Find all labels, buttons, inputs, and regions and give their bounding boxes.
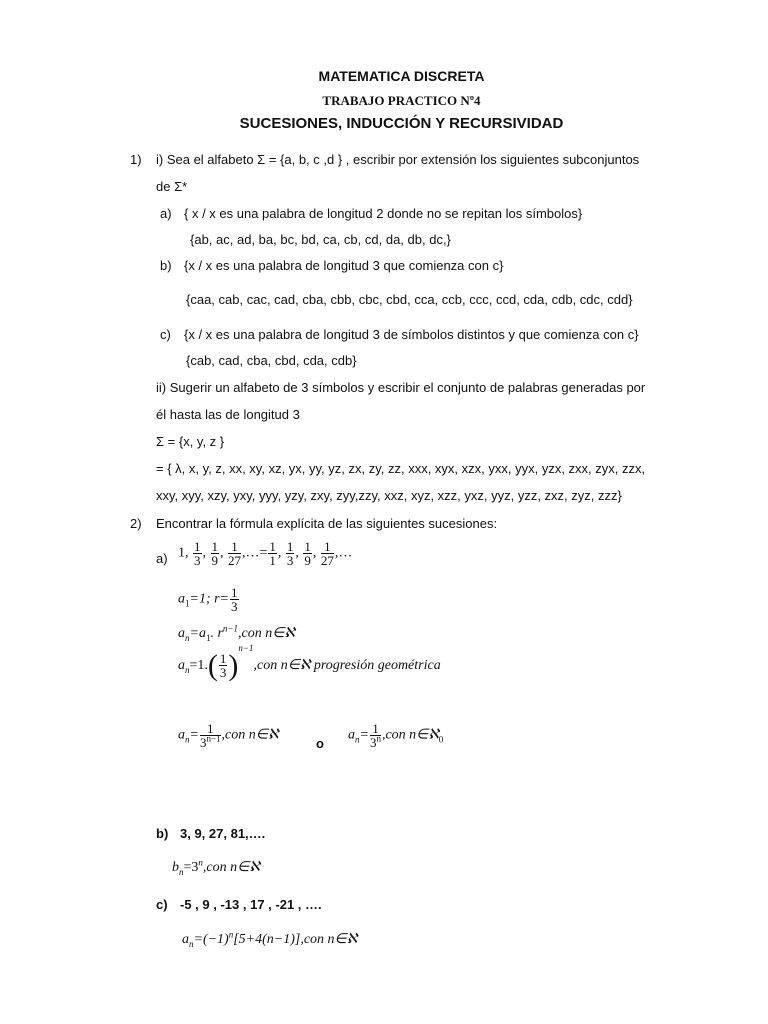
q2-a-general-formula: $a_n=a_1$. $r^{n-1},con$ n∈ℵ <box>178 623 295 643</box>
q1-set-line1: = { λ, x, y, z, xx, xy, xz, yx, yy, yz, zx, zy, zz, xxx, xyx, xzx, yxx, yyx, yzx, zxx, zyx, zzx, <box>156 461 646 476</box>
q1-i-line1: i) Sea el alfabeto Σ = {a, b, c ,d } , escribir por extensión los siguientes subconjuntos <box>156 152 640 167</box>
q1-b-text: {x / x es una palabra de longitud 3 que comienza con c} <box>184 258 504 273</box>
q1-set-line2: xxy, xyy, xzy, yxy, yyy, yzy, zxy, zyy,zzy, xxz, xyz, xzz, yxz, yyz, yzz, zxz, zyz, zzz} <box>156 488 622 503</box>
q2-a-first-term: $a_1=1$; r= $\frac{1}{3}$ <box>178 585 238 614</box>
q1-c-answer: {cab, cad, cba, cbd, cda, cdb} <box>186 353 357 368</box>
q2-a-label: a) <box>156 551 168 566</box>
q1-number: 1) <box>130 152 142 167</box>
q2-c-sequence: -5 , 9 , -13 , 17 , -21 , …. <box>180 897 322 912</box>
q2-a-geometric-label: progresión geométrica <box>313 658 441 673</box>
document-title: MATEMATICA DISCRETA <box>318 68 485 84</box>
q2-b-formula: $b_n=3^n,con$ n∈ℵ <box>172 857 260 877</box>
q2-a-formula-option2: $a_n=$ $\frac{1}{3^n}$ ,con n∈ℵ$_0$ <box>348 721 444 750</box>
q2-a-formula-option1: $a_n=$ $\frac{1}{3^{n-1}}$ ,con n∈ℵ <box>178 721 279 750</box>
q1-i-line2: de Σ* <box>156 179 188 194</box>
q2-c-formula: $a_n=(-1)^n[5+4(n-1)],con$ n∈ℵ <box>182 929 358 949</box>
q1-b-answer: {caa, cab, cac, cad, cba, cbb, cbc, cbd, cca, ccb, ccc, ccd, cda, cdb, cdc, cdd} <box>186 292 633 307</box>
q1-a-answer: {ab, ac, ad, ba, bc, bd, ca, cb, cd, da, db, dc,} <box>190 232 451 247</box>
q1-a-label: a) <box>160 206 172 221</box>
q2-intro: Encontrar la fórmula explícita de las siguientes sucesiones: <box>156 516 498 531</box>
q2-a-geometric-formula: $a_n=1$.( $\frac{1}{3}$ )$^{n-1}$,con n∈ℵ progresión geométrica <box>178 643 441 682</box>
q2-a-or: o <box>316 736 324 751</box>
q2-b-label: b) <box>156 826 169 841</box>
q2-number: 2) <box>130 516 142 531</box>
q2-a-sequence: 1, $\frac{1}{3}$ , $\frac{1}{9}$ , $\frac{1}{27}$ ,…= $\frac{1}{1}$ , $\frac{1}{3}$ , $\frac{1}{9}$ , $\frac{1}{27}$ ,… <box>178 539 353 568</box>
q1-sigma: Σ = {x, y, z } <box>156 434 225 449</box>
q1-c-text: {x / x es una palabra de longitud 3 de símbolos distintos y que comienza con c} <box>184 327 639 342</box>
q1-ii-line1: ii) Sugerir un alfabeto de 3 símbolos y escribir el conjunto de palabras generadas por <box>156 380 646 395</box>
q2-b-sequence: 3, 9, 27, 81,…. <box>180 826 266 841</box>
document-subtitle: TRABAJO PRACTICO Nº4 <box>322 93 481 108</box>
q2-c-label: c) <box>156 897 168 912</box>
q1-b-label: b) <box>160 258 172 273</box>
q1-c-label: c) <box>160 327 171 342</box>
q1-a-text: { x / x es una palabra de longitud 2 donde no se repitan los símbolos} <box>184 206 583 221</box>
document-topic: SUCESIONES, INDUCCIÓN Y RECURSIVIDAD <box>239 115 564 132</box>
q1-ii-line2: él hasta las de longitud 3 <box>156 407 300 422</box>
